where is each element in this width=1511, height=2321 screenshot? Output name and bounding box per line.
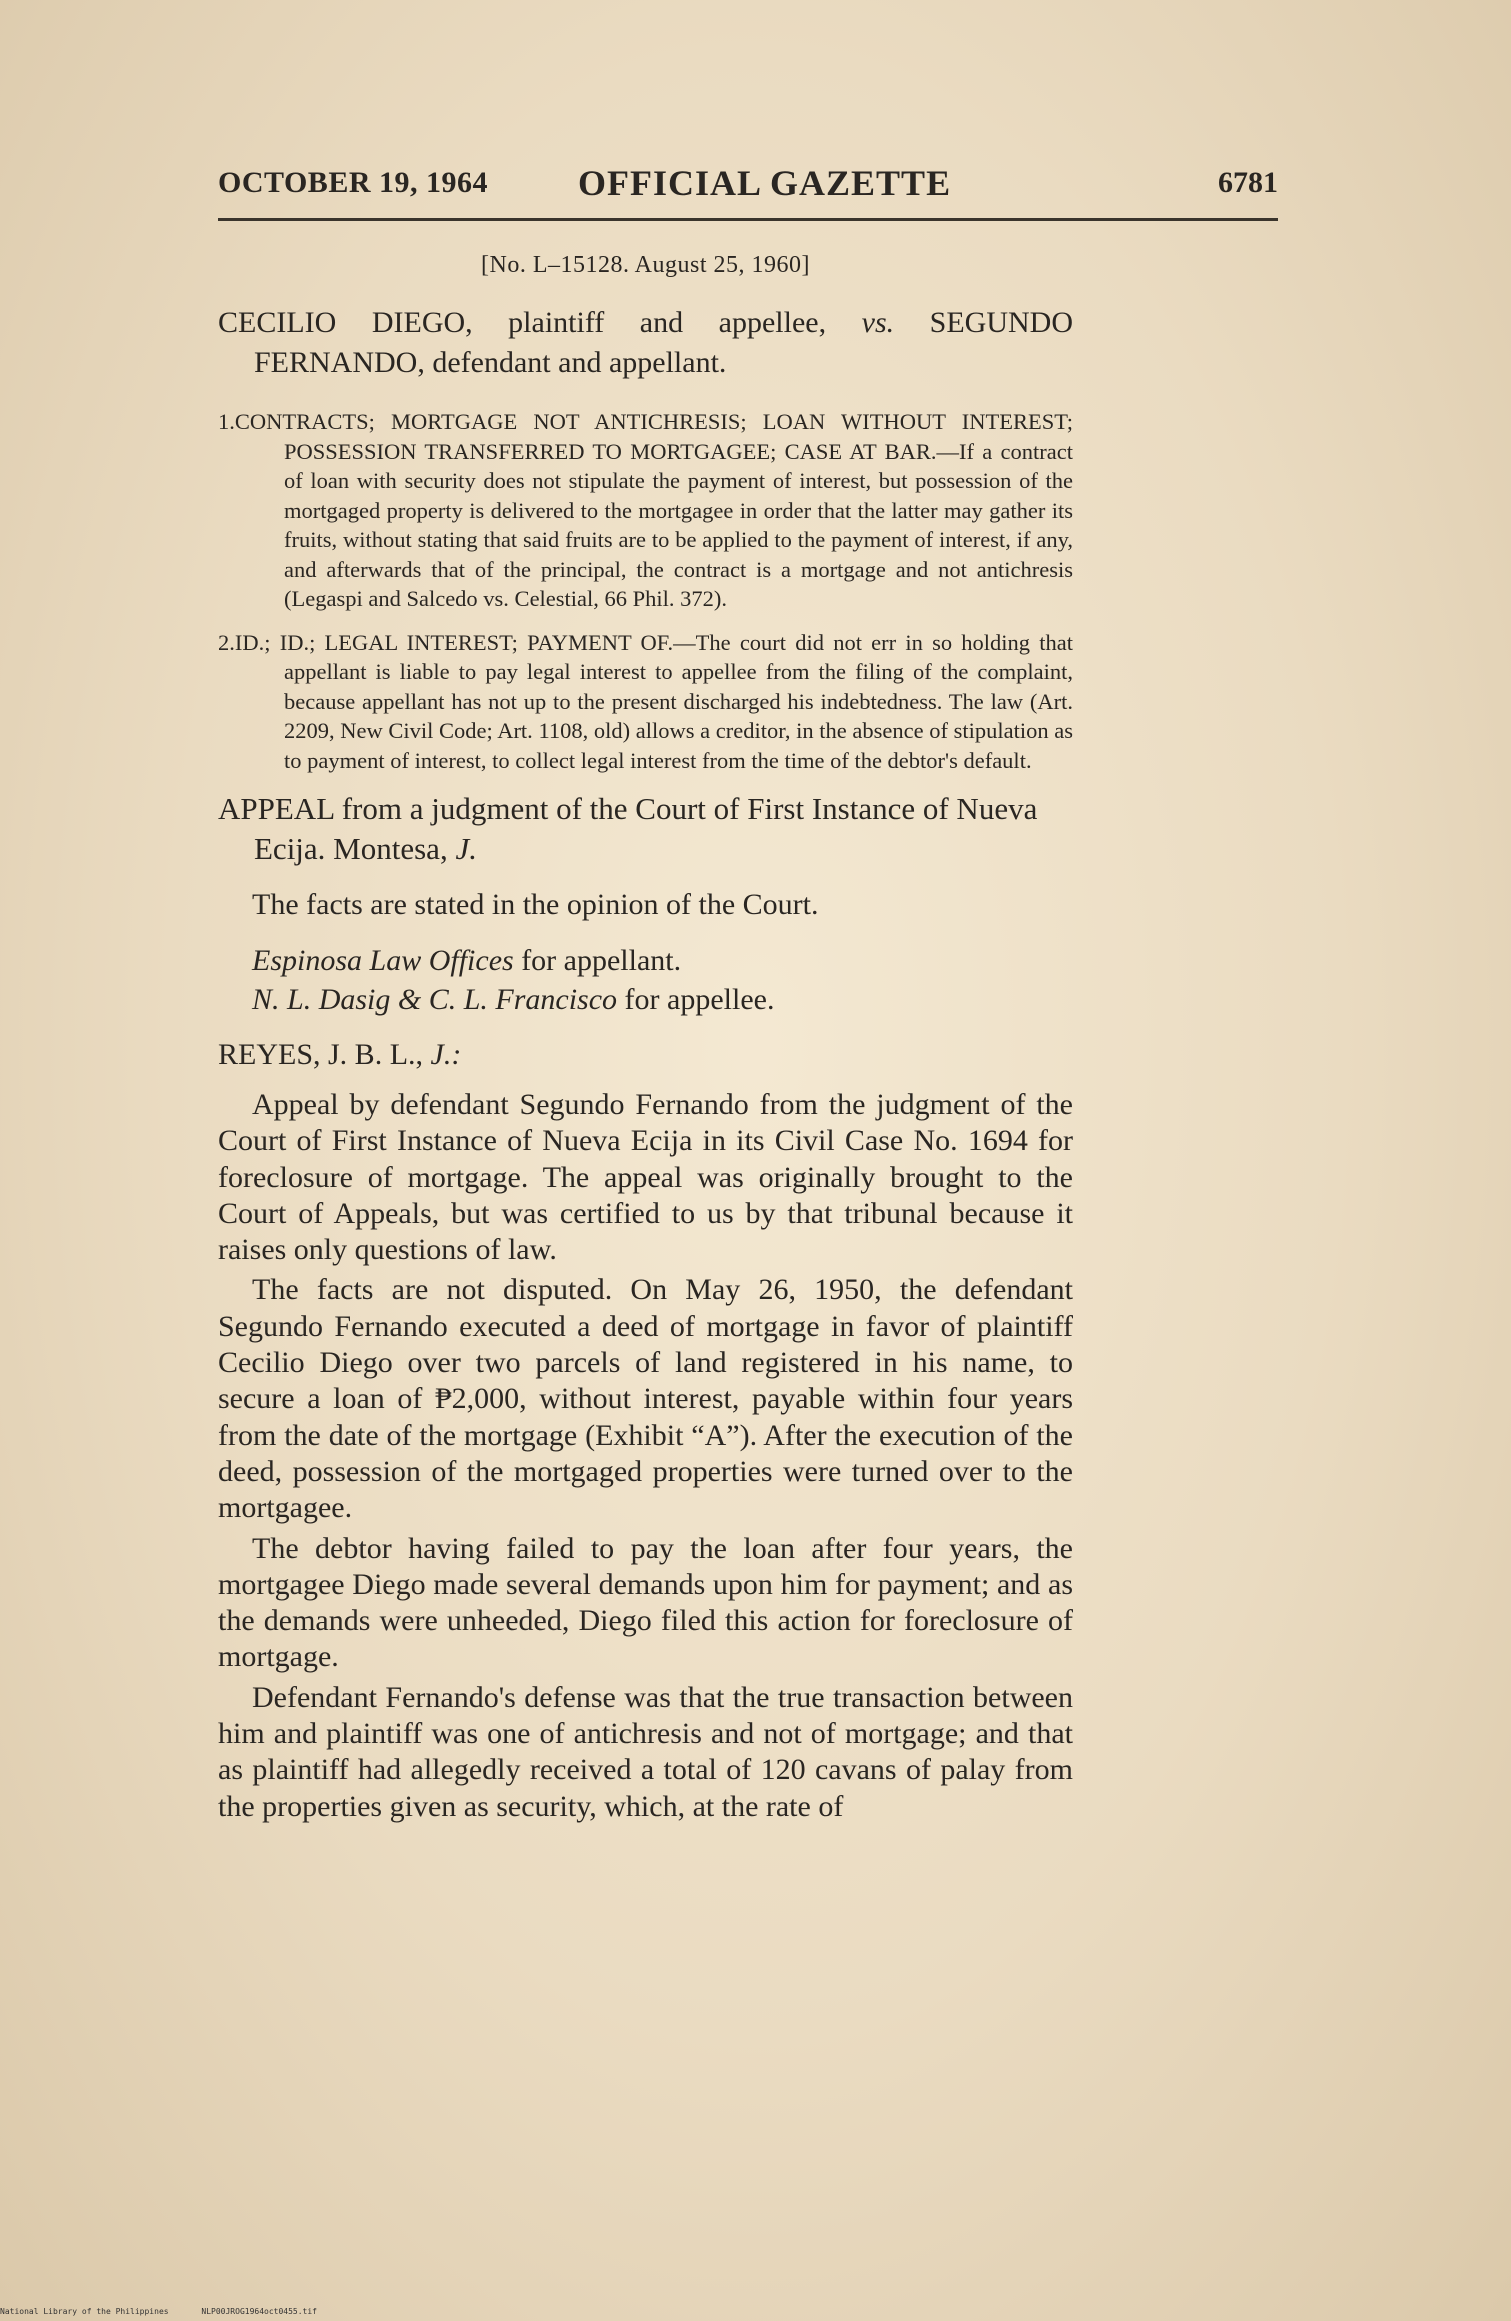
case-docket: [No. L–15128. August 25, 1960] [481, 252, 810, 278]
syllabus-number: 2. [218, 629, 235, 655]
footer-library: National Library of the Philippines [0, 2307, 169, 2316]
header-title: OFFICIAL GAZETTE [578, 163, 952, 203]
header-rule [218, 218, 1278, 221]
counsel-line [218, 980, 1073, 1019]
plaintiff-role: , plaintiff and appellee, [465, 306, 862, 339]
appeal-line [218, 789, 1073, 869]
defendant-name: SEGUNDO FERNANDO [254, 306, 1073, 379]
opinion-paragraph: Defendant Fernando's defense was that the true transaction between him and plaintiff was one of antichresis and not of mortgage; and that as plaintiff had allegedly received a total of 120 cavans of palay from the properties given as security, which, at the rate of [218, 1680, 1073, 1823]
opinion-paragraph: The debtor having failed to pay the loan after four years, the mortgagee Diego made several demands upon him for payment; and as the demands were unheeded, Diego filed this action for foreclosure of mortgage. [218, 1531, 1073, 1674]
counsel-role: for appellant. [513, 944, 682, 977]
plaintiff-name: CECILIO DIEGO [218, 306, 466, 339]
appeal-judge: J. [455, 831, 477, 866]
facts-statement: The facts are stated in the opinion of the Court. [252, 888, 819, 921]
syllabus-heading: CONTRACTS; MORTGAGE NOT ANTICHRESIS; LOAN WITHOUT INTEREST; POSSESSION TRANSFERRED TO MORTGAGEE; CASE AT BAR. [234, 409, 1073, 464]
versus: vs. [861, 306, 895, 339]
syllabus-text: —If a contract of loan with security does not stipulate the payment of interest, but possession of the mortgaged property is delivered to the mortgagee in order that the latter may gather its fruits, without stating that said fruits are to be applied to the payment of interest, if any, and afterwards that of the principal, the contract is a mortgage and not antichresis (Legaspi and Salcedo vs. Celestial, 66 Phil. 372). [284, 438, 1073, 611]
counsel-role: for appellee. [617, 983, 775, 1016]
scan-footer [0, 2307, 345, 2316]
page-header [218, 162, 1278, 210]
counsel-name: N. L. Dasig & C. L. Francisco [252, 983, 618, 1016]
header-date: OCTOBER 19, 1964 [218, 166, 488, 199]
document-body [218, 252, 1073, 1829]
syllabus-item [218, 407, 1073, 614]
footer-file: NLP00JROG1964oct0455.tif [201, 2307, 317, 2316]
syllabus-heading: ID.; ID.; LEGAL INTEREST; PAYMENT OF. [234, 629, 674, 655]
defendant-role: , defendant and appellant. [417, 346, 727, 379]
syllabus-number: 1. [218, 409, 235, 434]
opinion-paragraph: Appeal by defendant Segundo Fernando from the judgment of the Court of First Instance of Nueva Ecija in its Civil Case No. 1694 for foreclosure of mortgage. The appeal was originally brought to the Court of Appeals, but was certified to us by that tribunal because it raises only questions of law. [218, 1088, 1073, 1267]
justice-name: REYES, J. B. L., [218, 1038, 431, 1071]
ponente [218, 1035, 1073, 1075]
syllabus-item [218, 628, 1073, 776]
appeal-text: APPEAL from a judgment of the Court of First Instance of Nueva Ecija. Montesa, [218, 791, 1038, 866]
counsel-line [218, 941, 1073, 980]
opinion-paragraph: The facts are not disputed. On May 26, 1950, the defendant Segundo Fernando executed a deed of mortgage in favor of plaintiff Cecilio Diego over two parcels of land registered in his name, to secure a loan of ₱2,000, without interest, payable within four years from the date of the mortgage (Exhibit “A”). After the execution of the deed, possession of the mortgaged properties were turned over to the mortgagee. [218, 1273, 1073, 1525]
counsel-name: Espinosa Law Offices [252, 944, 514, 977]
justice-title: J.: [430, 1038, 462, 1071]
syllabus-text: —The court did not err in so holding that appellant is liable to pay legal interest to appellee from the filing of the complaint, because appellant has not up to the present discharged his indebtedness. The law (Art. 2209, New Civil Code; Art. 1108, old) allows a creditor, in the absence of stipulation as to payment of interest, to collect legal interest from the time of the debtor's default. [284, 629, 1074, 773]
case-parties [218, 303, 1073, 383]
header-page-number: 6781 [1218, 166, 1278, 199]
